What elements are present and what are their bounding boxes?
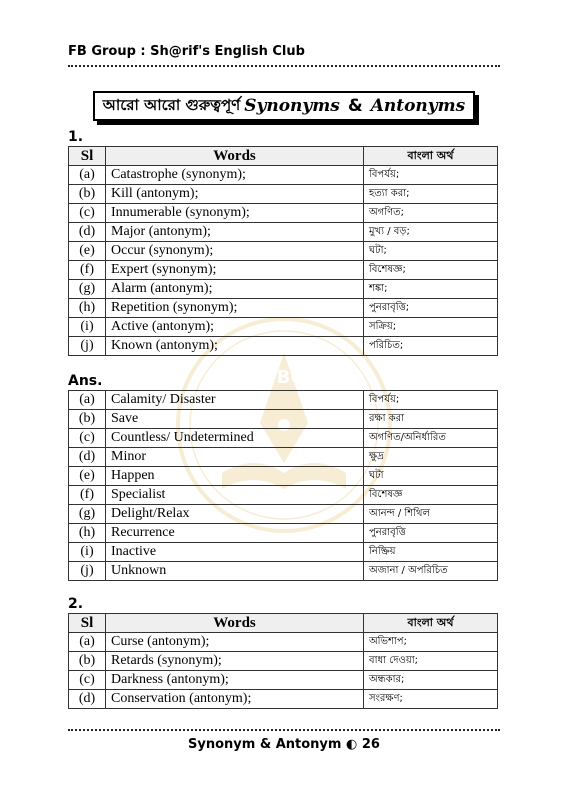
row-bangla: বিপর্যয়; bbox=[364, 166, 498, 185]
row-word: Recurrence bbox=[106, 524, 364, 543]
answers-label: Ans. bbox=[68, 373, 103, 389]
row-bangla: ঘটা bbox=[364, 467, 498, 486]
header-sl: Sl bbox=[69, 614, 106, 633]
row-word: Unknown bbox=[106, 562, 364, 581]
table-row bbox=[69, 337, 498, 356]
row-sl: (d) bbox=[69, 223, 106, 242]
table-row bbox=[69, 467, 498, 486]
row-bangla: বিশেষজ্ঞ; bbox=[364, 261, 498, 280]
table-row bbox=[69, 204, 498, 223]
row-sl: (g) bbox=[69, 280, 106, 299]
title-bangla: আরো আরো গুরুত্বপূর্ণ bbox=[102, 95, 241, 114]
row-word: Inactive bbox=[106, 543, 364, 562]
row-bangla: বিপর্যয়; bbox=[364, 391, 498, 410]
row-bangla: মুখ্য / বড়; bbox=[364, 223, 498, 242]
table-row bbox=[69, 261, 498, 280]
row-word: Expert (synonym); bbox=[106, 261, 364, 280]
row-word: Alarm (antonym); bbox=[106, 280, 364, 299]
row-word: Happen bbox=[106, 467, 364, 486]
row-sl: (h) bbox=[69, 299, 106, 318]
header-words: Words bbox=[106, 147, 364, 166]
table-row bbox=[69, 562, 498, 581]
row-sl: (e) bbox=[69, 467, 106, 486]
row-sl: (b) bbox=[69, 185, 106, 204]
row-bangla: অভিশাপ; bbox=[364, 633, 498, 652]
row-sl: (h) bbox=[69, 524, 106, 543]
table-row bbox=[69, 690, 498, 709]
row-bangla: অন্ধকার; bbox=[364, 671, 498, 690]
row-word: Minor bbox=[106, 448, 364, 467]
row-sl: (d) bbox=[69, 448, 106, 467]
row-sl: (c) bbox=[69, 429, 106, 448]
row-sl: (c) bbox=[69, 204, 106, 223]
row-word: Known (antonym); bbox=[106, 337, 364, 356]
table-row bbox=[69, 318, 498, 337]
row-sl: (j) bbox=[69, 562, 106, 581]
row-sl: (j) bbox=[69, 337, 106, 356]
section1-table bbox=[68, 146, 498, 356]
row-word: Major (antonym); bbox=[106, 223, 364, 242]
table-row bbox=[69, 299, 498, 318]
header-words: Words bbox=[106, 614, 364, 633]
row-word: Calamity/ Disaster bbox=[106, 391, 364, 410]
row-word: Darkness (antonym); bbox=[106, 671, 364, 690]
row-sl: (f) bbox=[69, 261, 106, 280]
row-sl: (a) bbox=[69, 391, 106, 410]
row-sl: (a) bbox=[69, 166, 106, 185]
row-bangla: পুনরাবৃত্তি bbox=[364, 524, 498, 543]
table-header-row bbox=[69, 614, 498, 633]
table-row bbox=[69, 391, 498, 410]
row-word: Kill (antonym); bbox=[106, 185, 364, 204]
table-row bbox=[69, 410, 498, 429]
row-word: Retards (synonym); bbox=[106, 652, 364, 671]
title-antonyms: Antonyms bbox=[370, 96, 466, 116]
row-word: Delight/Relax bbox=[106, 505, 364, 524]
row-word: Specialist bbox=[106, 486, 364, 505]
table-row bbox=[69, 242, 498, 261]
table-header-row bbox=[69, 147, 498, 166]
row-bangla: পরিচিত; bbox=[364, 337, 498, 356]
row-word: Active (antonym); bbox=[106, 318, 364, 337]
table-row bbox=[69, 166, 498, 185]
header-bangla: বাংলা অর্থ bbox=[364, 147, 498, 166]
row-bangla: শঙ্কা; bbox=[364, 280, 498, 299]
table-row bbox=[69, 505, 498, 524]
table-row bbox=[69, 652, 498, 671]
row-bangla: সংরক্ষণ; bbox=[364, 690, 498, 709]
row-bangla: হত্যা করা; bbox=[364, 185, 498, 204]
row-word: Catastrophe (synonym); bbox=[106, 166, 364, 185]
header-sl: Sl bbox=[69, 147, 106, 166]
row-sl: (a) bbox=[69, 633, 106, 652]
row-sl: (b) bbox=[69, 410, 106, 429]
table-row bbox=[69, 671, 498, 690]
row-bangla: ঘটা; bbox=[364, 242, 498, 261]
table-row bbox=[69, 185, 498, 204]
row-word: Repetition (synonym); bbox=[106, 299, 364, 318]
section1-label: 1. bbox=[68, 129, 84, 145]
row-word: Innumerable (synonym); bbox=[106, 204, 364, 223]
table-row bbox=[69, 223, 498, 242]
row-bangla: অগণিত/অনির্ধারিত bbox=[364, 429, 498, 448]
row-sl: (g) bbox=[69, 505, 106, 524]
table-row bbox=[69, 543, 498, 562]
section2-table bbox=[68, 613, 498, 709]
table-row bbox=[69, 486, 498, 505]
row-sl: (c) bbox=[69, 671, 106, 690]
header-bangla: বাংলা অর্থ bbox=[364, 614, 498, 633]
row-word: Countless/ Undetermined bbox=[106, 429, 364, 448]
row-bangla: অগণিত; bbox=[364, 204, 498, 223]
page-title bbox=[93, 91, 475, 121]
row-bangla: নিষ্ক্রিয় bbox=[364, 543, 498, 562]
row-bangla: ক্ষুদ্র bbox=[364, 448, 498, 467]
title-synonyms: Synonyms bbox=[244, 96, 340, 116]
row-sl: (d) bbox=[69, 690, 106, 709]
row-bangla: পুনরাবৃত্তি; bbox=[364, 299, 498, 318]
row-sl: (i) bbox=[69, 318, 106, 337]
page-footer: Synonym & Antonym ◐ 26 bbox=[68, 729, 500, 752]
row-sl: (f) bbox=[69, 486, 106, 505]
row-bangla: সক্রিয়; bbox=[364, 318, 498, 337]
title-ampersand: & bbox=[347, 96, 363, 116]
row-word: Occur (synonym); bbox=[106, 242, 364, 261]
row-sl: (i) bbox=[69, 543, 106, 562]
row-word: Conservation (antonym); bbox=[106, 690, 364, 709]
table-row bbox=[69, 429, 498, 448]
row-word: Curse (antonym); bbox=[106, 633, 364, 652]
row-bangla: বিশেষজ্ঞ bbox=[364, 486, 498, 505]
answers-table bbox=[68, 390, 498, 581]
table-row bbox=[69, 633, 498, 652]
table-row bbox=[69, 280, 498, 299]
row-word: Save bbox=[106, 410, 364, 429]
row-sl: (b) bbox=[69, 652, 106, 671]
row-bangla: রক্ষা করা bbox=[364, 410, 498, 429]
table-row bbox=[69, 448, 498, 467]
watermark-text: TBC bbox=[264, 367, 304, 388]
row-bangla: বাধা দেওয়া; bbox=[364, 652, 498, 671]
row-sl: (e) bbox=[69, 242, 106, 261]
table-row bbox=[69, 524, 498, 543]
section2-label: 2. bbox=[68, 596, 84, 612]
row-bangla: আনন্দ / শিথিল bbox=[364, 505, 498, 524]
page-header: FB Group : Sh@rif's English Club bbox=[68, 44, 500, 67]
row-bangla: অজানা / অপরিচিত bbox=[364, 562, 498, 581]
